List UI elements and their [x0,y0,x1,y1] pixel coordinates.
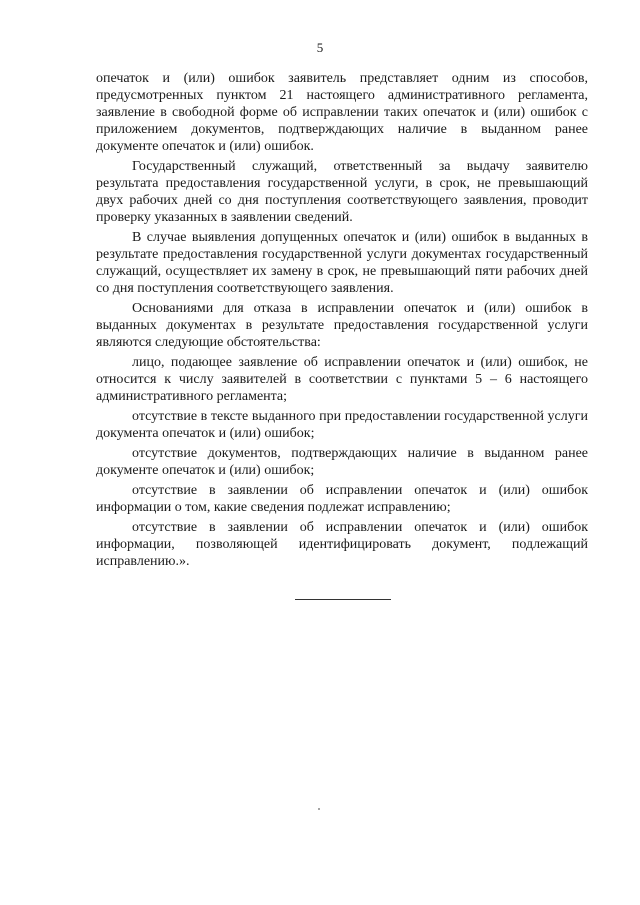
list-item-ground-4: отсутствие в заявлении об исправлении опечаток и (или) ошибок информации о том, какие сведения подлежат исправлению; [96,483,588,515]
paragraph-review-deadline: Государственный служащий, ответственный за выдачу заявителю результата предоставления государственной услуги, в срок, не превышающий двух рабочих дней со дня поступления соответствующего заявления, проводит проверку указанных в заявлении сведений. [96,159,588,225]
paragraph-replacement: В случае выявления допущенных опечаток и (или) ошибок в выданных в результате предоставления государственной услуги документах государственный служащий, осуществляет их замену в срок, не превышающий пяти рабочих дней со дня поступления соответствующего заявления. [96,230,588,296]
list-item-ground-3: отсутствие документов, подтверждающих наличие в выданном ранее документе опечаток и (или) ошибок; [96,446,588,478]
scan-speck [318,808,320,810]
list-item-ground-1: лицо, подающее заявление об исправлении опечаток и (или) ошибок, не относится к числу заявителей в соответствии с пунктами 5 – 6 настоящего административного регламента; [96,355,588,404]
paragraph-refusal-grounds: Основаниями для отказа в исправлении опечаток и (или) ошибок в выданных документах в результате предоставления государственной услуги являются следующие обстоятельства: [96,301,588,350]
list-item-ground-2: отсутствие в тексте выданного при предоставлении государственной услуги документа опечаток и (или) ошибок; [96,409,588,441]
closing-divider [295,599,391,600]
page-number: 5 [316,40,324,55]
paragraph-continuation: опечаток и (или) ошибок заявитель представляет одним из способов, предусмотренных пунктом 21 настоящего административного регламента, заявление в свободной форме об исправлении таких опечаток и (или) ошибок с приложением документов, подтверждающих наличие в выданном ранее документе опечаток и (или) ошибок. [96,71,588,154]
list-item-ground-5: отсутствие в заявлении об исправлении опечаток и (или) ошибок информации, позволяющей идентифицировать документ, подлежащий исправлению.». [96,520,588,569]
document-body [96,70,588,573]
